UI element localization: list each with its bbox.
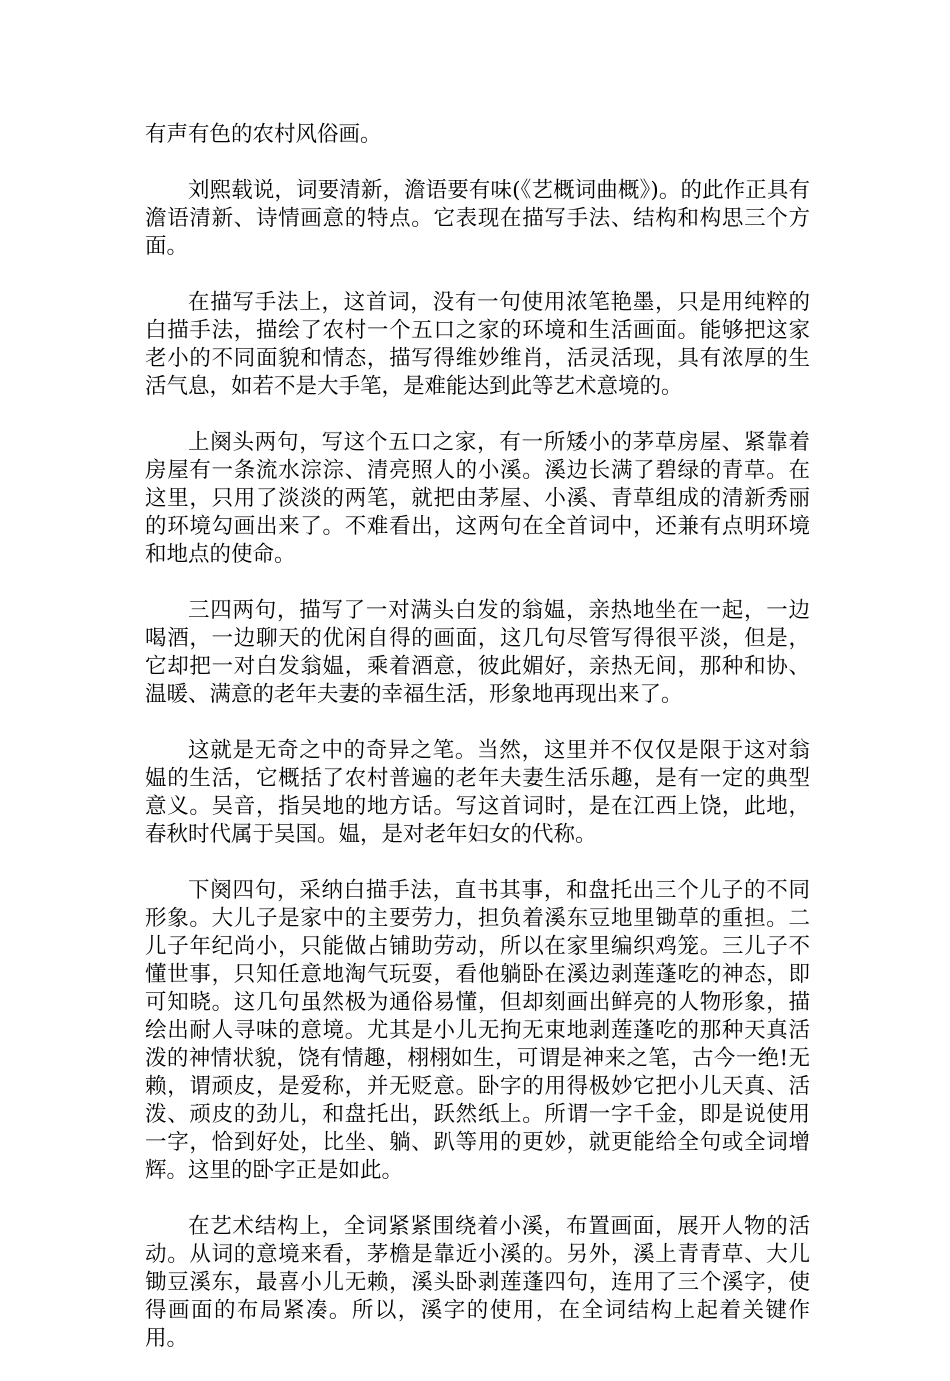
paragraph: 下阕四句，采纳白描手法，直书其事，和盘托出三个儿子的不同形象。大儿子是家中的主要劳力，担负着溪东豆地里锄草的重担。二儿子年纪尚小，只能做占铺助劳动，所以在家里编织鸡笼。三儿子不懂世事，只知任意地淘气玩耍，看他躺卧在溪边剥莲蓬吃的神态，即可知晓。这几句虽然极为通俗易懂，但却刻画出鲜亮的人物形象，描绘出耐人寻味的意境。尤其是小儿无拘无束地剥莲蓬吃的那种天真活泼的神情状貌，饶有情趣，栩栩如生，可谓是神来之笔，古今一绝!无赖，谓顽皮，是爱称，并无贬意。卧字的用得极妙它把小儿天真、活泼、顽皮的劲儿，和盘托出，跃然纸上。所谓一字千金，即是说使用一字，恰到好处，比坐、躺、趴等用的更妙，就更能给全句或全词增辉。这里的卧字正是如此。 [145, 878, 810, 1183]
paragraph: 上阕头两句，写这个五口之家，有一所矮小的茅草房屋、紧靠着房屋有一条流水淙淙、清亮照人的小溪。溪边长满了碧绿的青草。在这里，只用了淡淡的两笔，就把由茅屋、小溪、青草组成的清新秀丽的环境勾画出来了。不难看出，这两句在全首词中，还兼有点明环境和地点的使命。 [145, 430, 810, 567]
paragraph: 这就是无奇之中的奇异之笔。当然，这里并不仅仅是限于这对翁媪的生活，它概括了农村普遍的老年夫妻生活乐趣，是有一定的典型意义。吴音，指吴地的地方话。写这首词时，是在江西上饶，此地，春秋时代属于吴国。媪，是对老年妇女的代称。 [145, 738, 810, 847]
paragraph: 三四两句，描写了一对满头白发的翁媪，亲热地坐在一起，一边喝酒，一边聊天的优闲自得的画面，这几句尽管写得很平淡，但是，它却把一对白发翁媪，乘着酒意，彼此媚好，亲热无间，那种和协、温暖、满意的老年夫妻的幸福生活，形象地再现出来了。 [145, 598, 810, 707]
paragraph: 有声有色的农村风俗画。 [145, 122, 382, 147]
document-page [145, 121, 810, 1381]
paragraph: 在描写手法上，这首词，没有一句使用浓笔艳墨，只是用纯粹的白描手法，描绘了农村一个五口之家的环境和生活画面。能够把这家老小的不同面貌和情态，描写得维妙维肖，活灵活现，具有浓厚的生活气息，如若不是大手笔，是难能达到此等艺术意境的。 [145, 290, 810, 399]
paragraph: 在艺术结构上，全词紧紧围绕着小溪，布置画面，展开人物的活动。从词的意境来看，茅檐是靠近小溪的。另外，溪上青青草、大儿锄豆溪东，最喜小儿无赖，溪头卧剥莲蓬四句，连用了三个溪字，使得画面的布局紧凑。所以，溪字的使用，在全词结构上起着关键作用。 [145, 1214, 810, 1351]
paragraph: 刘熙载说，词要清新，澹语要有味(《艺概词曲概》)。的此作正具有澹语清新、诗情画意的特点。它表现在描写手法、结构和构思三个方面。 [145, 178, 810, 259]
